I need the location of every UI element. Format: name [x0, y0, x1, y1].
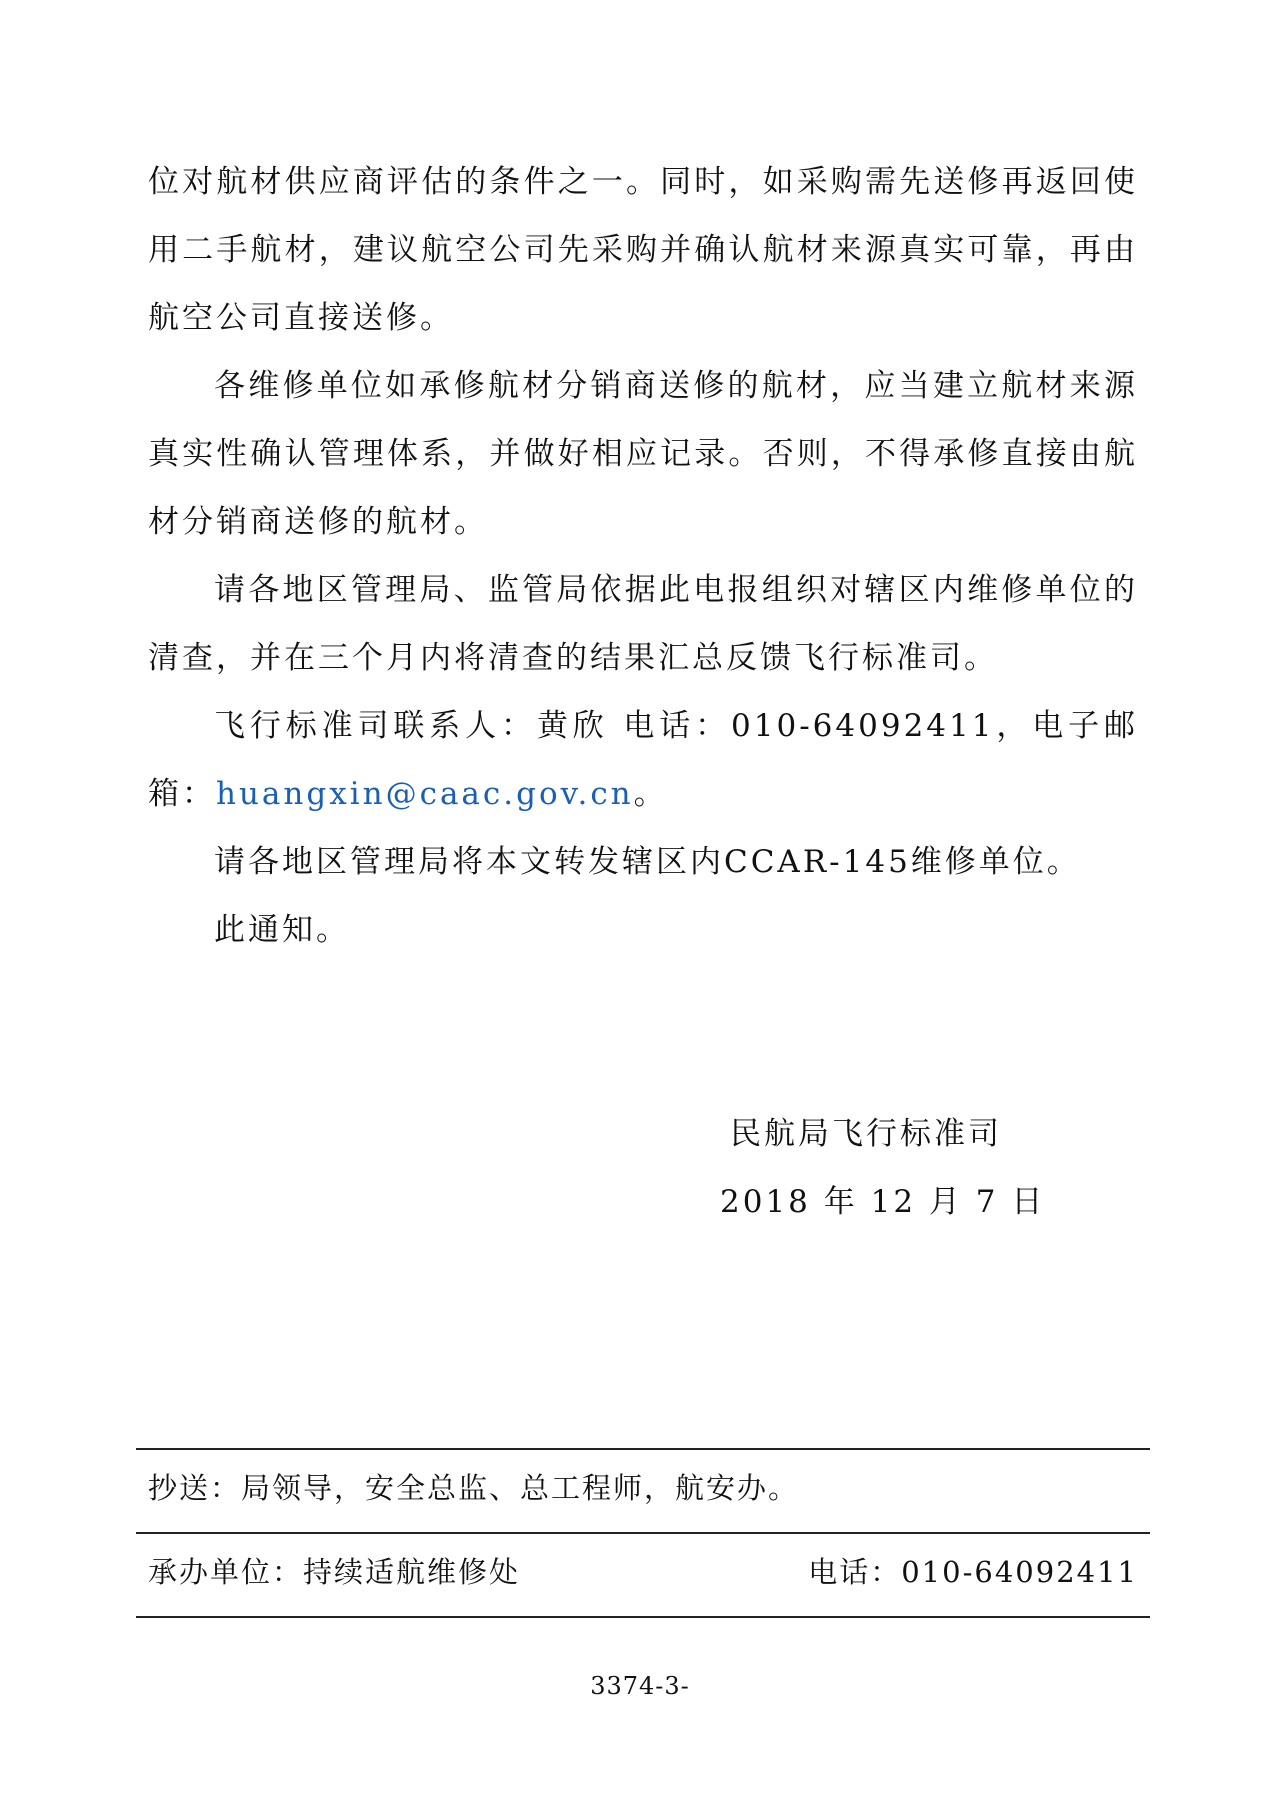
paragraph-continued: 位对航材供应商评估的条件之一。同时，如采购需先送修再返回使用二手航材，建议航空公司先采购并确认航材来源真实可靠，再由航空公司直接送修。	[148, 164, 1138, 336]
paragraph-repair-units: 各维修单位如承修航材分销商送修的航材，应当建立航材来源真实性确认管理体系，并做好相应记录。否则，不得承修直接由航材分销商送修的航材。	[148, 368, 1138, 540]
signature-date: 2018 年 12 月 7 日	[720, 1184, 1046, 1220]
footer-divider-top	[136, 1448, 1150, 1450]
paragraph-contact	[148, 692, 1138, 828]
cc-line: 抄送：局领导，安全总监、总工程师，航安办。	[148, 1471, 800, 1505]
email-link[interactable]: huangxin@caac.gov.cn	[216, 776, 634, 812]
handler-phone: 电话：010-64092411	[808, 1555, 1138, 1589]
footer-divider-bottom	[136, 1616, 1150, 1618]
body-text	[148, 148, 1138, 964]
paragraph-inspection: 请各地区管理局、监管局依据此电报组织对辖区内维修单位的清查，并在三个月内将清查的结果汇总反馈飞行标准司。	[148, 572, 1138, 676]
signature-block	[720, 1100, 1046, 1236]
contact-end: 。	[633, 776, 668, 812]
page-number: 3374-3-	[590, 1672, 690, 1700]
footer-divider-middle	[136, 1532, 1150, 1534]
contact-text: 飞行标准司联系人：黄欣 电话：010-64092411，电子邮箱：	[148, 708, 1138, 812]
handler-line	[148, 1550, 1138, 1591]
signature-org: 民航局飞行标准司	[730, 1116, 1002, 1152]
handler-unit: 承办单位：持续适航维修处	[148, 1555, 521, 1589]
paragraph-forward: 请各地区管理局将本文转发辖区内CCAR-145维修单位。	[214, 844, 1081, 880]
paragraph-closing: 此通知。	[214, 912, 350, 948]
